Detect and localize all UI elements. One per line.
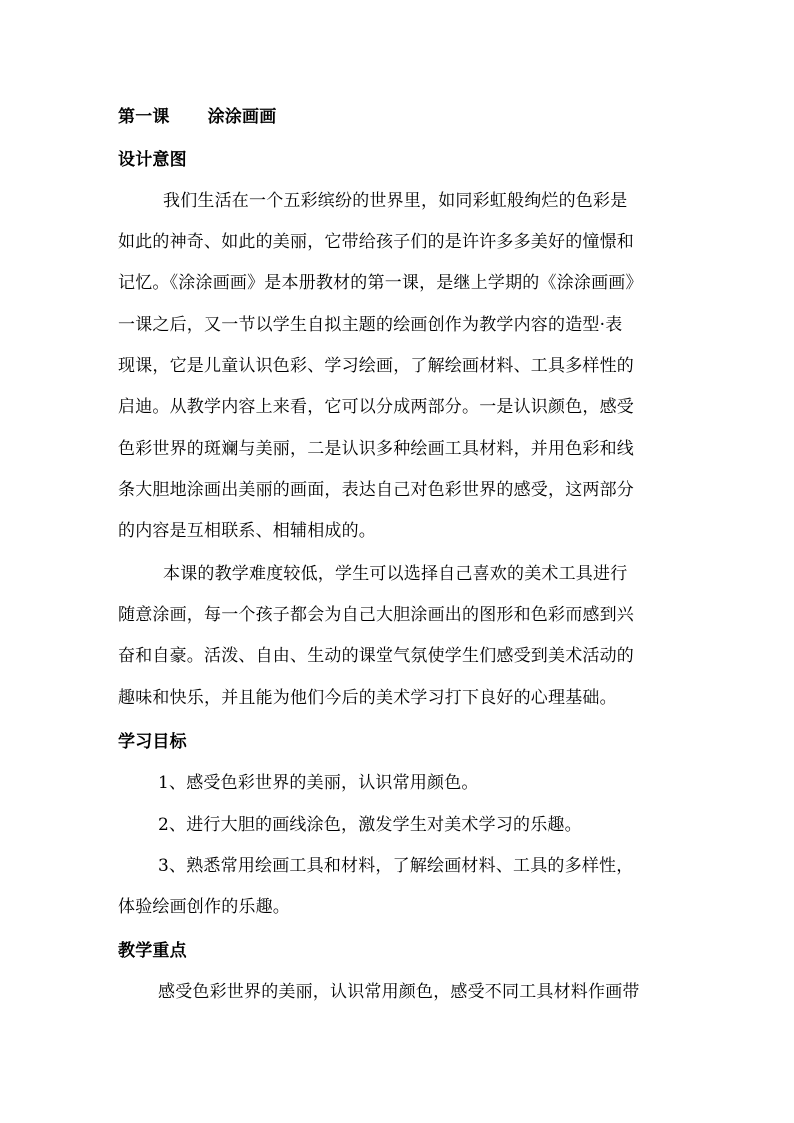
paragraph-line: 奋和自豪。活泼、自由、生动的课堂气氛使学生们感受到美术活动的 (118, 646, 634, 666)
paragraph-line: 本课的教学难度较低，学生可以选择自己喜欢的美术工具进行 (163, 564, 628, 584)
section-heading-design-intent: 设计意图 (118, 150, 187, 170)
paragraph-line: 感受色彩世界的美丽，认识常用颜色，感受不同工具材料作画带 (158, 982, 640, 1002)
paragraph-line: 一课之后，又一节以学生自拟主题的绘画创作为教学内容的造型·表 (118, 315, 623, 335)
goal-item: 1、感受色彩世界的美丽，认识常用颜色。 (158, 773, 479, 793)
paragraph-line: 趣味和快乐，并且能为他们今后的美术学习打下良好的心理基础。 (118, 688, 617, 708)
paragraph-line: 记忆。《涂涂画画》是本册教材的第一课，是继上学期的《涂涂画画》 (118, 273, 643, 293)
lesson-name: 涂涂画画 (207, 107, 277, 127)
paragraph-line: 如此的神奇、如此的美丽，它带给孩子们的是许许多多美好的憧憬和 (118, 232, 634, 252)
paragraph-line: 我们生活在一个五彩缤纷的世界里，如同彩虹般绚烂的色彩是 (163, 191, 628, 211)
paragraph-line: 的内容是互相联系、相辅相成的。 (118, 521, 376, 541)
paragraph-line: 随意涂画，每一个孩子都会为自己大胆涂画出的图形和色彩而感到兴 (118, 605, 634, 625)
section-heading-key-points: 教学重点 (118, 941, 187, 961)
paragraph-line: 启迪。从教学内容上来看，它可以分成两部分。一是认识颜色，感受 (118, 397, 634, 417)
paragraph-line: 现课，它是儿童认识色彩、学习绘画，了解绘画材料、工具多样性的 (118, 356, 634, 376)
paragraph-line: 色彩世界的斑斓与美丽，二是认识多种绘画工具材料，并用色彩和线 (118, 439, 634, 459)
goal-item: 3、熟悉常用绘画工具和材料，了解绘画材料、工具的多样性， (158, 856, 634, 876)
lesson-title (118, 106, 276, 128)
paragraph-line: 条大胆地涂画出美丽的画面，表达自己对色彩世界的感受，这两部分 (118, 480, 634, 500)
lesson-number: 第一课 (118, 107, 170, 127)
goal-item: 2、进行大胆的画线涂色，激发学生对美术学习的乐趣。 (158, 815, 582, 835)
goal-item-continuation: 体验绘画创作的乐趣。 (118, 897, 290, 917)
section-heading-learning-goals: 学习目标 (118, 732, 187, 752)
